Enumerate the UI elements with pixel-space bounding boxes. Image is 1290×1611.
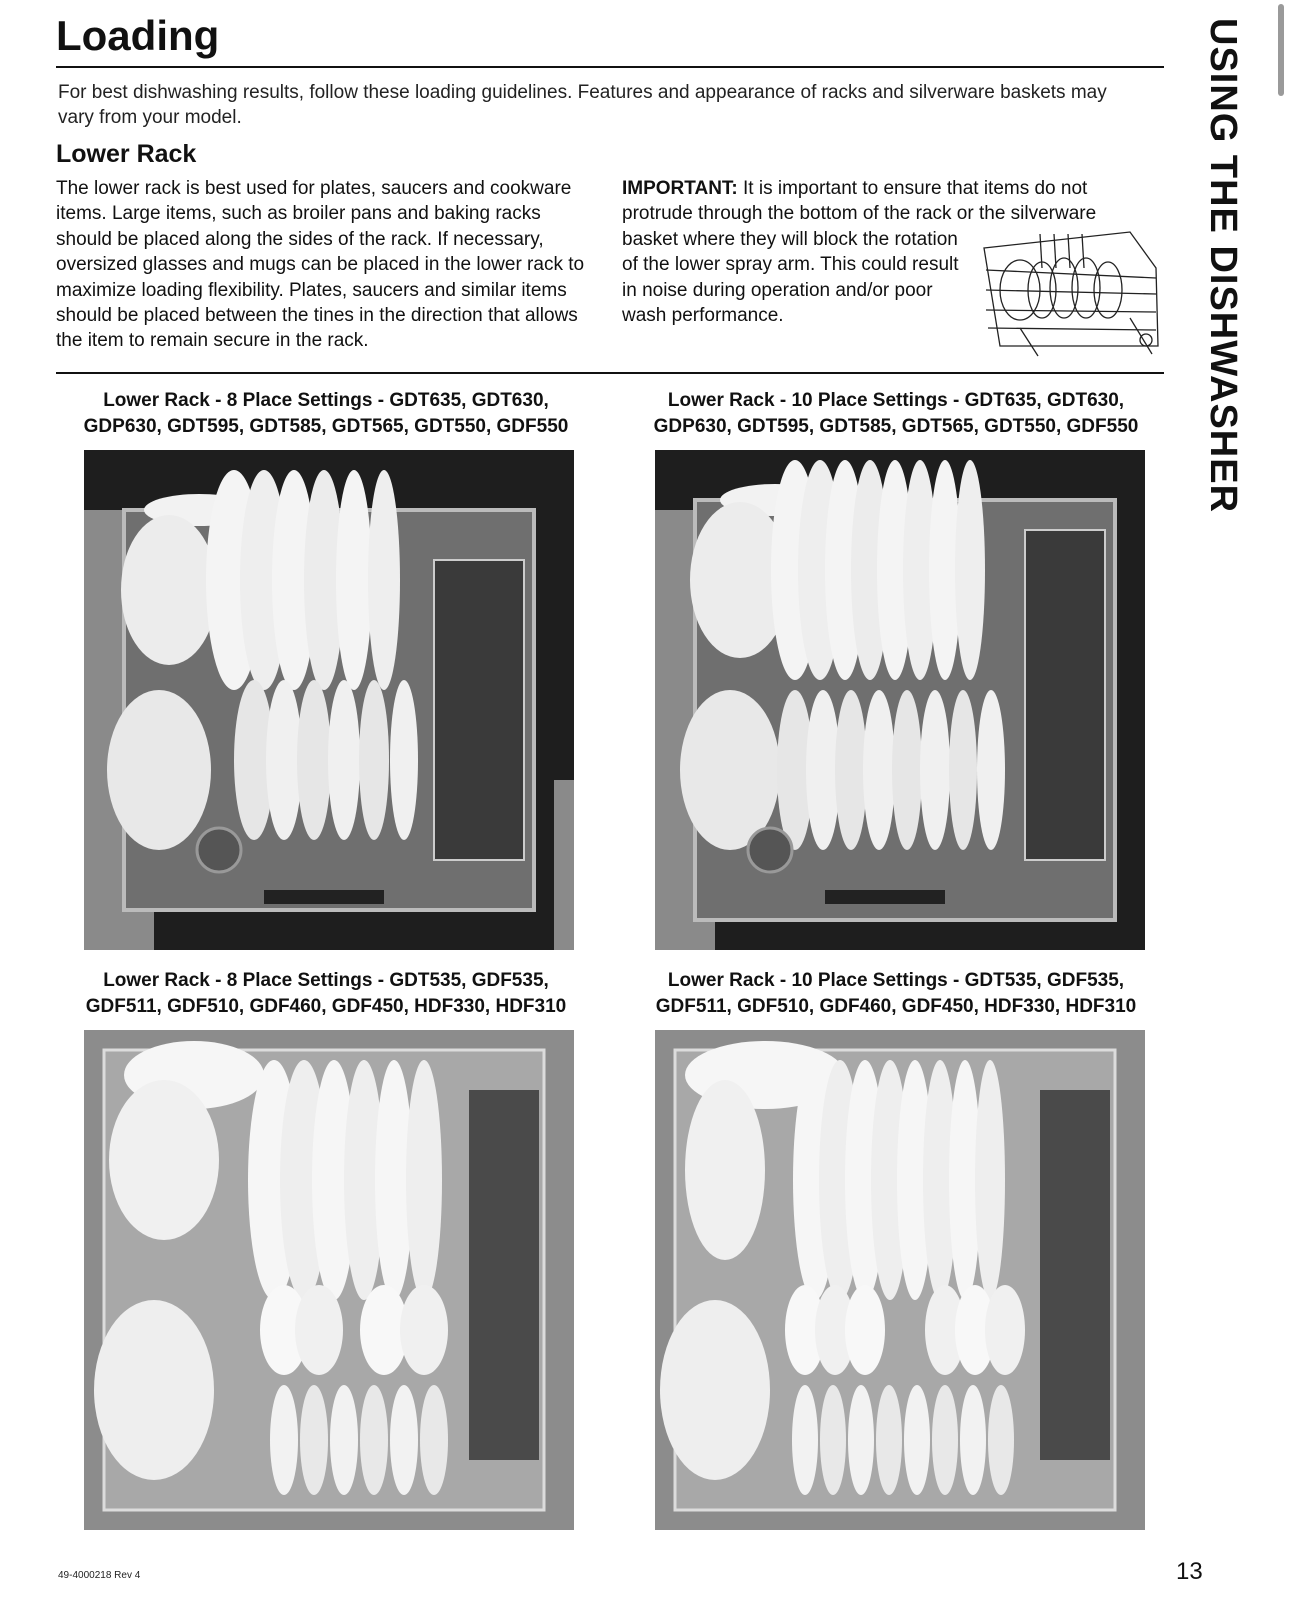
- important-text-wide: It is important to ensure that items do not protrude through the bottom of the rack or the silverware: [622, 178, 1097, 225]
- figure-caption-1: [46, 388, 606, 440]
- caption-line: Lower Rack - 8 Place Settings - GDT535, GDF535,: [103, 970, 549, 991]
- section-divider: [56, 372, 1164, 374]
- caption-line: Lower Rack - 8 Place Settings - GDT635, GDT630,: [103, 390, 549, 411]
- page-title: Loading: [56, 12, 220, 59]
- section-side-label: USING THE DISHWASHER: [1202, 18, 1244, 514]
- caption-line: GDF511, GDF510, GDF460, GDF450, HDF330, HDF310: [655, 996, 1137, 1017]
- figure-caption-4: [616, 968, 1176, 1020]
- page-number: 13: [1176, 1558, 1203, 1585]
- rack-photo-4: [655, 1030, 1145, 1530]
- document-number: 49-4000218 Rev 4: [58, 1570, 141, 1581]
- rack-photo-2: [655, 450, 1145, 950]
- important-label: IMPORTANT:: [622, 178, 738, 199]
- section-title: Lower Rack: [56, 140, 197, 168]
- figure-caption-2: [616, 388, 1176, 440]
- rack-photo-1: [84, 450, 574, 950]
- scrollbar-thumb[interactable]: [1278, 4, 1284, 96]
- caption-line: Lower Rack - 10 Place Settings - GDT535, GDF535,: [667, 970, 1125, 991]
- scrollbar[interactable]: [1276, 0, 1286, 100]
- caption-line: GDF511, GDF510, GDF460, GDF450, HDF330, HDF310: [85, 996, 567, 1017]
- caption-line: Lower Rack - 10 Place Settings - GDT635, GDT630,: [667, 390, 1125, 411]
- figure-caption-3: [46, 968, 606, 1020]
- intro-paragraph: For best dishwashing results, follow these loading guidelines. Features and appearance of racks and silverware baskets may vary from your model.: [58, 82, 1107, 128]
- important-note-wide: [622, 176, 1162, 227]
- caption-line: GDP630, GDT595, GDT585, GDT565, GDT550, GDF550: [653, 416, 1139, 437]
- title-divider: [56, 66, 1164, 68]
- rack-line-drawing: [980, 228, 1164, 358]
- important-text-narrow: basket where they will block the rotation of the lower spray arm. This could result in noise during operation and/or poor wash performance.: [622, 228, 959, 327]
- caption-line: GDP630, GDT595, GDT585, GDT565, GDT550, GDF550: [83, 416, 569, 437]
- lower-rack-description: The lower rack is best used for plates, saucers and cookware items. Large items, such as broiler pans and baking racks should be placed along the sides of the rack. If necessary, oversized glasses and mugs can be placed in the lower rack to maximize loading flexibility. Plates, saucers and similar items should be placed between the tines in the direction that allows the item to remain secure in the rack.: [56, 178, 585, 352]
- rack-photo-3: [84, 1030, 574, 1530]
